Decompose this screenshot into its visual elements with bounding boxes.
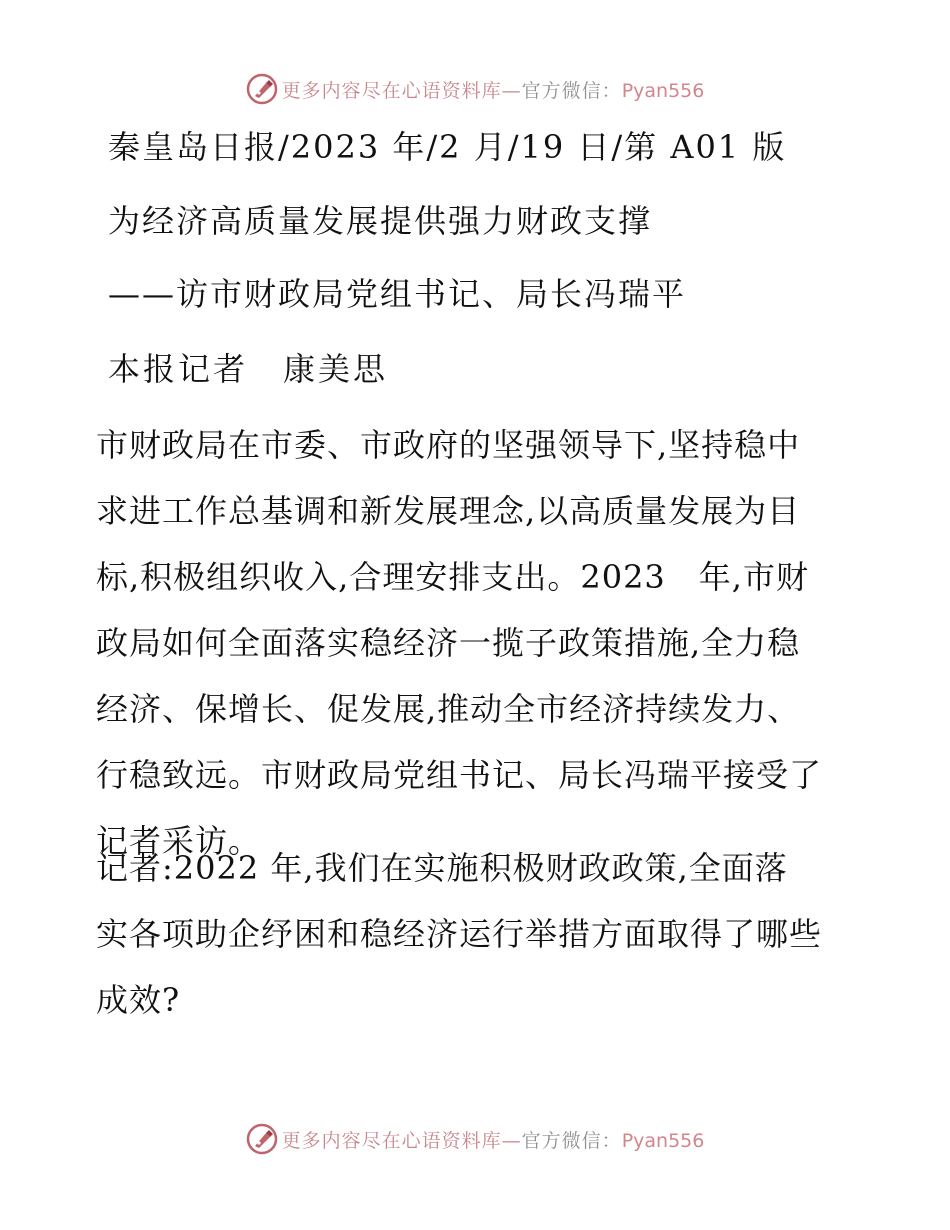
- watermark-dash: —: [501, 1129, 522, 1152]
- paragraph-line: 记者:2022 年,我们在实施积极财政政策,全面落: [96, 849, 788, 887]
- question-paragraph: [96, 835, 852, 1033]
- watermark-banner-top: [0, 72, 950, 106]
- article-subtitle: ——访市财政局党组书记、局长冯瑞平: [108, 275, 687, 313]
- byline: 本报记者 康美思: [108, 350, 389, 388]
- watermark-main-text: 更多内容尽在心语资料库: [281, 1129, 502, 1152]
- watermark-wechat-label: 官方微信：: [521, 1129, 622, 1152]
- paragraph-line: 求进工作总基调和新发展理念,以高质量发展为目: [96, 492, 801, 530]
- paragraph-line: 经济、保增长、促发展,推动全市经济持续发力、: [96, 690, 801, 728]
- paragraph-line: 市财政局在市委、市政府的坚强领导下,坚持稳中: [96, 426, 801, 464]
- paragraph-line: 记者采访。: [96, 822, 262, 860]
- watermark-text: [282, 76, 705, 103]
- watermark-handle: Pyan556: [621, 1129, 705, 1152]
- article-title: 为经济高质量发展提供强力财政支撑: [108, 202, 653, 240]
- paragraph-line: 标,积极组织收入,合理安排支出。2023 年,市财: [96, 558, 809, 596]
- watermark-banner-bottom: [0, 1122, 950, 1156]
- paragraph-line: 成效?: [96, 981, 181, 1019]
- pen-nib-logo-icon: [246, 1123, 278, 1155]
- source-line: 秦皇岛日报/2023 年/2 月/19 日/第 A01 版: [108, 128, 787, 166]
- paragraph-line: 行稳致远。市财政局党组书记、局长冯瑞平接受了: [96, 756, 823, 794]
- paragraph-line: 政局如何全面落实稳经济一揽子政策措施,全力稳: [96, 624, 801, 662]
- paragraph-line: 实各项助企纾困和稳经济运行举措方面取得了哪些: [96, 915, 823, 953]
- watermark-dash: —: [501, 79, 522, 102]
- watermark-text: [282, 1126, 705, 1153]
- intro-paragraph: [96, 412, 852, 874]
- pen-nib-logo-icon: [246, 73, 278, 105]
- watermark-handle: Pyan556: [621, 79, 705, 102]
- watermark-main-text: 更多内容尽在心语资料库: [281, 79, 502, 102]
- watermark-wechat-label: 官方微信：: [521, 79, 622, 102]
